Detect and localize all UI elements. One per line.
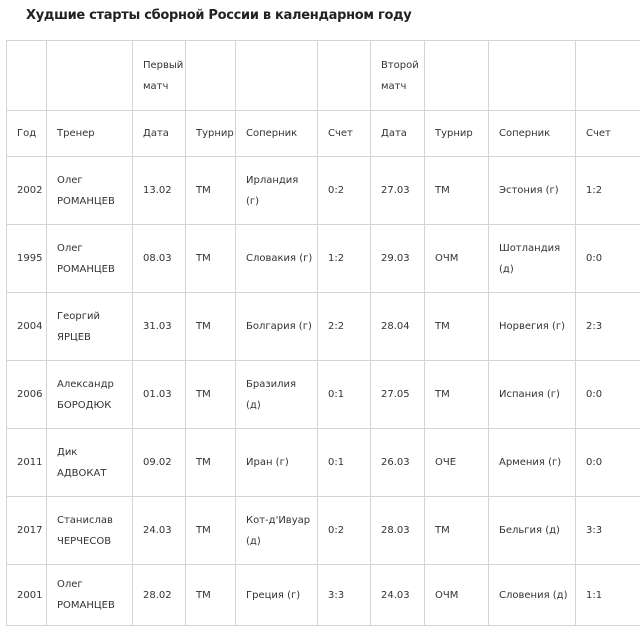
cell-score1: 3:3: [318, 565, 371, 626]
column-header-date2: Дата: [371, 111, 425, 157]
cell-coach: Олег РОМАНЦЕВ: [47, 157, 133, 225]
cell-score2: 1:1: [576, 565, 640, 626]
cell-date2: 28.04: [371, 293, 425, 361]
cell-score1: 1:2: [318, 225, 371, 293]
empty-header-cell: [489, 41, 576, 111]
cell-tournament2: ТМ: [425, 361, 489, 429]
cell-opponent1: Иран (г): [236, 429, 318, 497]
cell-year: 1995: [7, 225, 47, 293]
cell-opponent2: Армения (г): [489, 429, 576, 497]
cell-opponent2: Словения (д): [489, 565, 576, 626]
cell-date2: 26.03: [371, 429, 425, 497]
cell-tournament2: ОЧМ: [425, 565, 489, 626]
cell-coach: Георгий ЯРЦЕВ: [47, 293, 133, 361]
first-match-header: Первый матч: [133, 41, 186, 111]
cell-date2: 24.03: [371, 565, 425, 626]
cell-year: 2004: [7, 293, 47, 361]
cell-opponent2: Испания (г): [489, 361, 576, 429]
table-row: [7, 497, 640, 565]
cell-opponent1: Греция (г): [236, 565, 318, 626]
cell-opponent1: Ирландия (г): [236, 157, 318, 225]
cell-opponent1: Бразилия (д): [236, 361, 318, 429]
cell-tournament2: ОЧМ: [425, 225, 489, 293]
empty-header-cell: [7, 41, 47, 111]
table-row: [7, 429, 640, 497]
empty-header-cell: [236, 41, 318, 111]
cell-tournament1: ТМ: [186, 565, 236, 626]
cell-opponent1: Болгария (г): [236, 293, 318, 361]
column-header-tournament2: Турнир: [425, 111, 489, 157]
page-title: Худшие старты сборной России в календарном году: [26, 8, 412, 23]
cell-year: 2006: [7, 361, 47, 429]
cell-date2: 29.03: [371, 225, 425, 293]
cell-tournament1: ТМ: [186, 157, 236, 225]
cell-score1: 2:2: [318, 293, 371, 361]
cell-tournament1: ТМ: [186, 361, 236, 429]
cell-tournament1: ТМ: [186, 293, 236, 361]
cell-year: 2002: [7, 157, 47, 225]
column-header-score1: Счет: [318, 111, 371, 157]
cell-date1: 31.03: [133, 293, 186, 361]
column-header-coach: Тренер: [47, 111, 133, 157]
empty-header-cell: [47, 41, 133, 111]
empty-header-cell: [318, 41, 371, 111]
cell-coach: Дик АДВОКАТ: [47, 429, 133, 497]
cell-year: 2011: [7, 429, 47, 497]
cell-tournament2: ТМ: [425, 157, 489, 225]
cell-score2: 0:0: [576, 361, 640, 429]
cell-opponent2: Шотландия (д): [489, 225, 576, 293]
cell-score2: 0:0: [576, 225, 640, 293]
cell-opponent2: Норвегия (г): [489, 293, 576, 361]
empty-header-cell: [425, 41, 489, 111]
group-header-row: [7, 41, 640, 111]
table-row: [7, 293, 640, 361]
cell-date2: 28.03: [371, 497, 425, 565]
cell-opponent1: Кот-д'Ивуар (д): [236, 497, 318, 565]
cell-date1: 13.02: [133, 157, 186, 225]
cell-tournament1: ТМ: [186, 429, 236, 497]
cell-score1: 0:2: [318, 157, 371, 225]
cell-date1: 09.02: [133, 429, 186, 497]
cell-date2: 27.05: [371, 361, 425, 429]
column-header-tournament1: Турнир: [186, 111, 236, 157]
cell-score1: 0:2: [318, 497, 371, 565]
cell-date1: 24.03: [133, 497, 186, 565]
table-row: [7, 565, 640, 626]
cell-coach: Станислав ЧЕРЧЕСОВ: [47, 497, 133, 565]
cell-year: 2001: [7, 565, 47, 626]
column-header-date1: Дата: [133, 111, 186, 157]
cell-date1: 01.03: [133, 361, 186, 429]
cell-tournament1: ТМ: [186, 225, 236, 293]
cell-opponent2: Эстония (г): [489, 157, 576, 225]
cell-coach: Александр БОРОДЮК: [47, 361, 133, 429]
cell-score2: 1:2: [576, 157, 640, 225]
results-table: [6, 40, 640, 626]
empty-header-cell: [186, 41, 236, 111]
column-header-row: [7, 111, 640, 157]
table-row: [7, 361, 640, 429]
column-header-opponent2: Соперник: [489, 111, 576, 157]
cell-score1: 0:1: [318, 361, 371, 429]
empty-header-cell: [576, 41, 640, 111]
cell-date1: 28.02: [133, 565, 186, 626]
cell-score2: 3:3: [576, 497, 640, 565]
column-header-year: Год: [7, 111, 47, 157]
table-row: [7, 225, 640, 293]
cell-date2: 27.03: [371, 157, 425, 225]
cell-score2: 0:0: [576, 429, 640, 497]
cell-opponent1: Словакия (г): [236, 225, 318, 293]
column-header-score2: Счет: [576, 111, 640, 157]
cell-tournament2: ТМ: [425, 497, 489, 565]
cell-score1: 0:1: [318, 429, 371, 497]
cell-coach: Олег РОМАНЦЕВ: [47, 225, 133, 293]
cell-tournament1: ТМ: [186, 497, 236, 565]
cell-date1: 08.03: [133, 225, 186, 293]
cell-score2: 2:3: [576, 293, 640, 361]
cell-coach: Олег РОМАНЦЕВ: [47, 565, 133, 626]
table-row: [7, 157, 640, 225]
column-header-opponent1: Соперник: [236, 111, 318, 157]
cell-opponent2: Бельгия (д): [489, 497, 576, 565]
cell-tournament2: ОЧЕ: [425, 429, 489, 497]
second-match-header: Второй матч: [371, 41, 425, 111]
cell-year: 2017: [7, 497, 47, 565]
cell-tournament2: ТМ: [425, 293, 489, 361]
